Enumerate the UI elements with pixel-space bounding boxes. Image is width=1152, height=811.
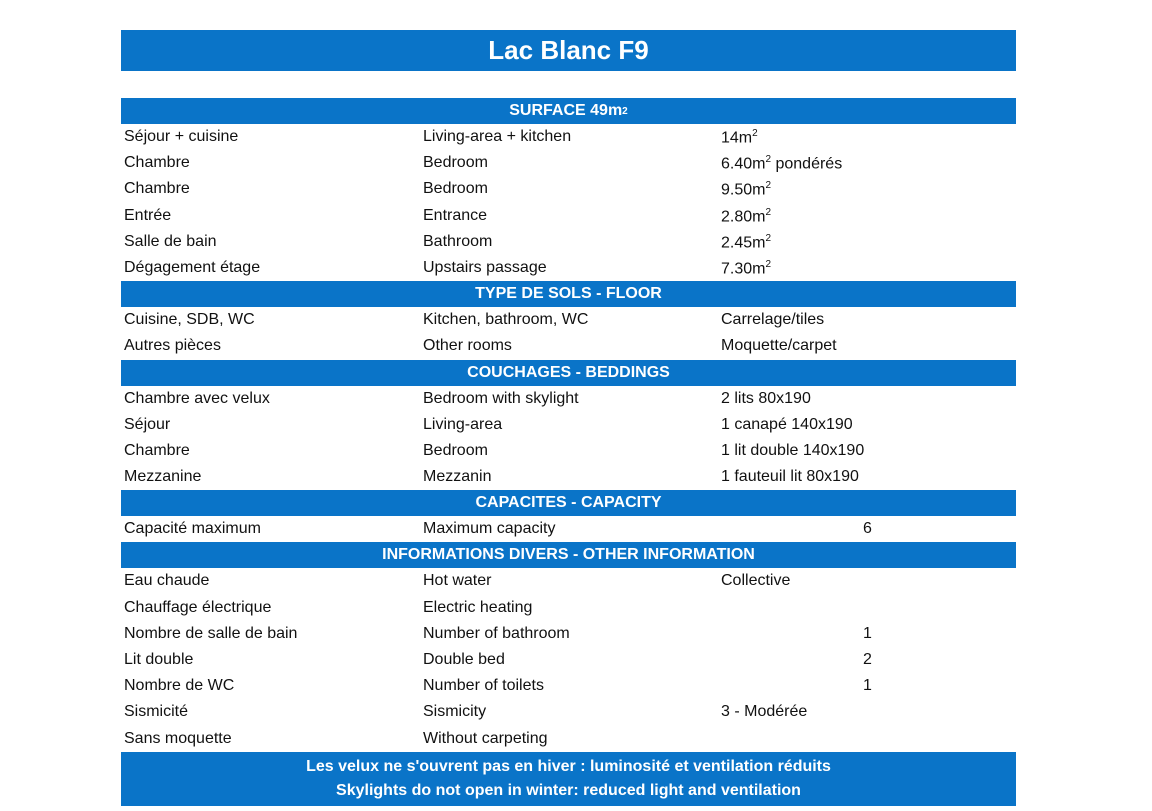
label-en: Electric heating [423, 598, 533, 616]
label-fr: Séjour + cuisine [124, 128, 239, 145]
label-fr: Chambre avec velux [124, 389, 270, 407]
table-row [121, 726, 1016, 752]
section-header-capacites-capacity: CAPACITES - CAPACITY [121, 490, 1016, 516]
details-table [121, 98, 1016, 806]
value-cell: $6.40m^2$ pondérés [721, 154, 843, 173]
section-header-type-de-sols-floor: TYPE DE SOLS - FLOOR [121, 281, 1016, 307]
label-fr: Nombre de WC [124, 677, 235, 695]
value-cell: $14m^2$ [721, 128, 758, 147]
label-en: Bedroom [423, 180, 488, 198]
value-cell: $2.45m^2$ [721, 232, 772, 252]
label-en: Sismicity [423, 703, 487, 721]
value-cell: 1 [863, 677, 872, 695]
label-fr: Autres pièces [124, 337, 221, 355]
label-en: Entrance [423, 206, 488, 224]
value-cell: 1 fauteuil lit 80x190 [721, 468, 859, 486]
label-fr: Sans moquette [124, 729, 232, 747]
label-en: Bedroom with skylight [423, 389, 579, 407]
table-row [121, 124, 1016, 150]
label-en: Kitchen, bathroom, WC [423, 311, 589, 329]
table-row [121, 699, 1016, 725]
value-cell: 6 [863, 520, 872, 538]
table-row [121, 621, 1016, 647]
section-header-couchages-beddings: COUCHAGES - BEDDINGS [121, 360, 1016, 386]
value-cell: $7.30m^2$ [721, 258, 772, 278]
label-en: Bathroom [423, 232, 493, 250]
table-row [121, 333, 1016, 359]
label-en: Number of bathroom [423, 624, 570, 642]
label-en: Bedroom [423, 154, 488, 172]
table-row [121, 595, 1016, 621]
label-en: Living-area [423, 415, 503, 433]
label-fr: Mezzanine [124, 468, 202, 486]
label-fr: Chambre [124, 441, 190, 459]
footer-notice [121, 752, 1016, 806]
value-cell: 3 - Modérée [721, 703, 808, 721]
table-row [121, 412, 1016, 438]
label-fr: Dégagement étage [124, 258, 261, 276]
table-row [121, 150, 1016, 176]
table-row [121, 568, 1016, 594]
label-fr: Lit double [124, 651, 194, 668]
value-cell: Moquette/carpet [721, 337, 837, 355]
table-row [121, 203, 1016, 229]
table-row [121, 464, 1016, 490]
label-en: Mezzanin [423, 468, 492, 486]
label-fr: Cuisine, SDB, WC [124, 311, 255, 329]
label-fr: Entrée [124, 206, 172, 224]
label-fr: Eau chaude [124, 572, 210, 590]
value-cell: Collective [721, 572, 791, 590]
label-fr: Salle de bain [124, 232, 217, 250]
value-cell: $9.50m^2$ [721, 180, 772, 199]
label-fr: Chauffage électrique [124, 598, 272, 616]
label-en: Living-area + kitchen [423, 128, 572, 145]
table-row [121, 229, 1016, 255]
value-cell: 1 [863, 624, 872, 642]
section-header-informations-divers-other-information: INFORMATIONS DIVERS - OTHER INFORMATION [121, 542, 1016, 568]
value-cell: 2 lits 80x190 [721, 389, 811, 407]
value-cell: 1 canapé 140x190 [721, 415, 853, 433]
section-header-surface-49m: SURFACE 49m 2 [121, 98, 1016, 124]
label-en: Hot water [423, 572, 492, 590]
value-cell: Carrelage/tiles [721, 311, 825, 329]
table-row [121, 647, 1016, 673]
page-title: Lac Blanc F9 [121, 30, 1016, 71]
label-en: Other rooms [423, 337, 512, 355]
table-row [121, 176, 1016, 202]
value-cell: $2.80m^2$ [721, 206, 772, 225]
label-en: Maximum capacity [423, 520, 556, 538]
label-fr: Chambre [124, 154, 190, 172]
label-en: Without carpeting [423, 729, 548, 747]
label-en: Upstairs passage [423, 258, 547, 276]
table-row [121, 255, 1016, 281]
table-row [121, 673, 1016, 699]
table-row [121, 307, 1016, 333]
table-row [121, 386, 1016, 412]
label-en: Number of toilets [423, 677, 544, 695]
footer-line-fr: Les velux ne s'ouvrent pas en hiver : luminosité et ventilation réduits [306, 757, 831, 775]
label-fr: Chambre [124, 180, 190, 198]
label-fr: Capacité maximum [124, 520, 261, 538]
label-fr: Nombre de salle de bain [124, 624, 298, 642]
label-fr: Séjour [124, 415, 171, 433]
value-cell: 1 lit double 140x190 [721, 441, 865, 459]
label-en: Double bed [423, 651, 505, 668]
label-fr: Sismicité [124, 703, 189, 721]
table-row [121, 516, 1016, 542]
footer-line-en: Skylights do not open in winter: reduced light and ventilation [336, 781, 801, 799]
table-row [121, 438, 1016, 464]
label-en: Bedroom [423, 441, 488, 459]
value-cell: 2 [863, 651, 872, 668]
